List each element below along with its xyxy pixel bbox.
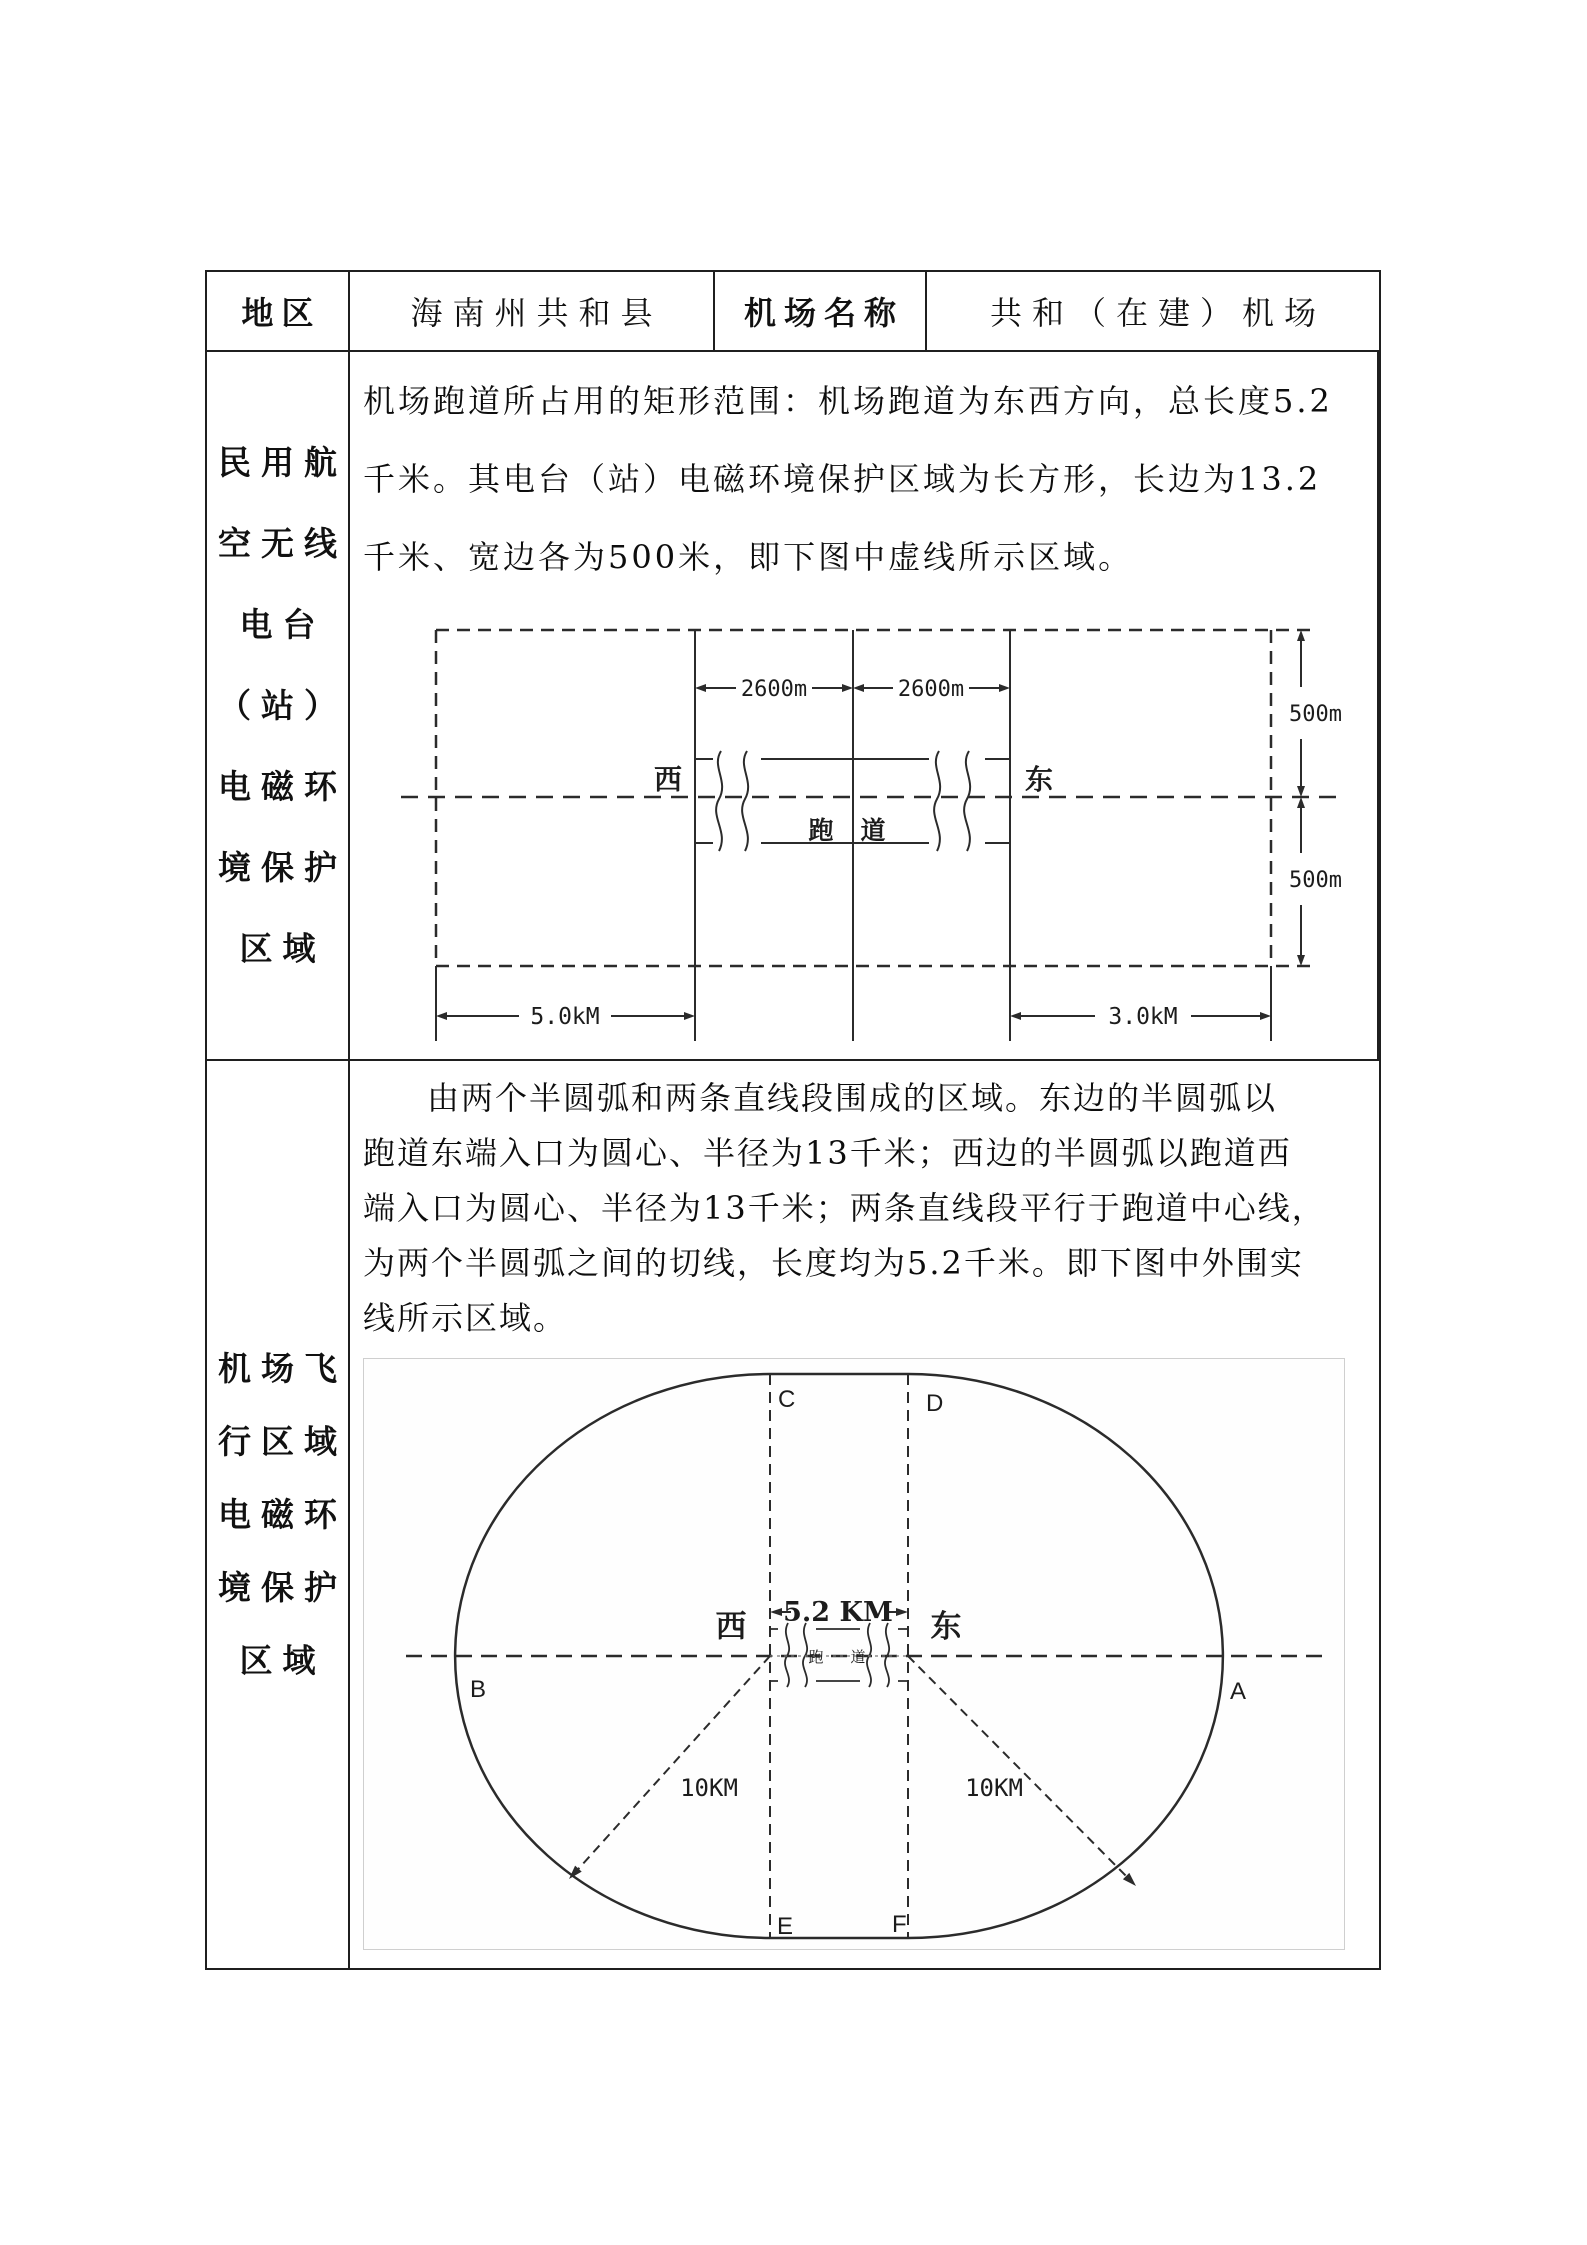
paragraph-line: 端入口为圆心、半径为13千米；两条直线段平行于跑道中心线， (363, 1189, 1326, 1227)
point-e-label: E (777, 1913, 794, 1940)
runway-label-char2: 道 (860, 816, 886, 845)
region-label-text: 地区 (241, 294, 322, 332)
point-c-label: C (778, 1386, 796, 1413)
svg-text:500m: 500m (1289, 868, 1342, 893)
east-label: 东 (930, 1609, 962, 1645)
row-label-line: 电磁环 (218, 1495, 347, 1534)
row-label-line: 区域 (239, 929, 326, 968)
dim-2600m-left (695, 677, 853, 702)
west-label: 西 (653, 763, 683, 796)
svg-text:5.2 KM: 5.2 KM (783, 1597, 893, 1628)
point-f-label: F (892, 1911, 907, 1938)
radius-arrow-west (569, 1656, 770, 1879)
paragraph-line: 机场跑道所占用的矩形范围：机场跑道为东西方向，总长度5.2 (363, 382, 1333, 420)
paragraph-line: 线所示区域。 (363, 1299, 568, 1337)
flight-zone-diagram-frame (363, 1358, 1345, 1950)
svg-text:3.0kM: 3.0kM (1108, 1004, 1178, 1030)
runway-rectangle-diagram (393, 605, 1353, 1055)
radius-arrow-east (908, 1656, 1136, 1886)
dim-5-2km-runway (770, 1597, 908, 1628)
point-a-label: A (1230, 1678, 1247, 1705)
row-label-flight-area-zone (207, 1061, 350, 1968)
row-label-line: 民用航 (218, 443, 347, 482)
row-label-radio-station-zone (207, 352, 350, 1061)
paragraph-line: 由两个半圆弧和两条直线段围成的区域。东边的半圆弧以 (427, 1079, 1278, 1117)
west-label: 西 (715, 1609, 747, 1645)
header-airport-value (927, 272, 1379, 352)
radio-zone-content-cell (350, 352, 1379, 1061)
east-label: 东 (1024, 763, 1054, 796)
row-label-line: 电磁环 (218, 767, 347, 806)
row-label-line: 区域 (239, 1641, 326, 1680)
paragraph-line: 跑道东端入口为圆心、半径为13千米；西边的半圆弧以跑道西 (363, 1134, 1292, 1172)
svg-text:2600m: 2600m (740, 677, 808, 702)
row-label-line: 行区域 (218, 1422, 347, 1461)
paragraph-line: 千米、宽边各为500米，即下图中虚线所示区域。 (363, 538, 1134, 576)
flight-zone-paragraph (363, 1071, 1368, 1346)
row-label-line: （站） (218, 686, 347, 725)
svg-text:500m: 500m (1289, 702, 1342, 727)
dim-500m-top (1289, 630, 1342, 797)
paragraph-line: 为两个半圆弧之间的切线，长度均为5.2千米。即下图中外围实 (363, 1244, 1304, 1282)
header-airport-label (715, 272, 927, 352)
airport-info-table (205, 270, 1381, 1970)
paragraph-line: 千米。其电台（站）电磁环境保护区域为长方形，长边为13.2 (363, 460, 1322, 498)
row-label-line: 境保护 (218, 848, 347, 887)
header-region-label (207, 272, 350, 352)
runway-label-char2: 道 (850, 1648, 866, 1666)
flight-zone-content-cell (350, 1061, 1379, 1968)
dim-2600m-right (853, 677, 1010, 702)
airport-value-text: 共和（在建）机场 (989, 294, 1326, 332)
runway-label-char1: 跑 (808, 1648, 824, 1666)
svg-text:10KM: 10KM (965, 1774, 1023, 1802)
row-label-line: 电台 (239, 605, 326, 644)
point-b-label: B (470, 1676, 487, 1703)
airport-label-text: 机场名称 (743, 294, 904, 332)
svg-text:2600m: 2600m (897, 677, 965, 702)
row-label-line: 境保护 (218, 1568, 347, 1607)
header-region-value (350, 272, 715, 352)
svg-text:5.0kM: 5.0kM (530, 1004, 600, 1030)
flight-zone-stadium-diagram (364, 1359, 1344, 1949)
svg-text:10KM: 10KM (680, 1774, 738, 1802)
row-label-line: 机场飞 (218, 1349, 347, 1388)
dim-3km-east (1010, 1004, 1271, 1030)
row-label-line: 空无线 (218, 524, 347, 563)
region-value-text: 海南州共和县 (410, 294, 663, 332)
runway-label-char1: 跑 (808, 816, 834, 845)
radio-zone-paragraph (363, 362, 1368, 596)
dim-5km-west (436, 1004, 695, 1030)
dim-500m-bottom (1289, 797, 1342, 966)
point-d-label: D (926, 1390, 944, 1417)
